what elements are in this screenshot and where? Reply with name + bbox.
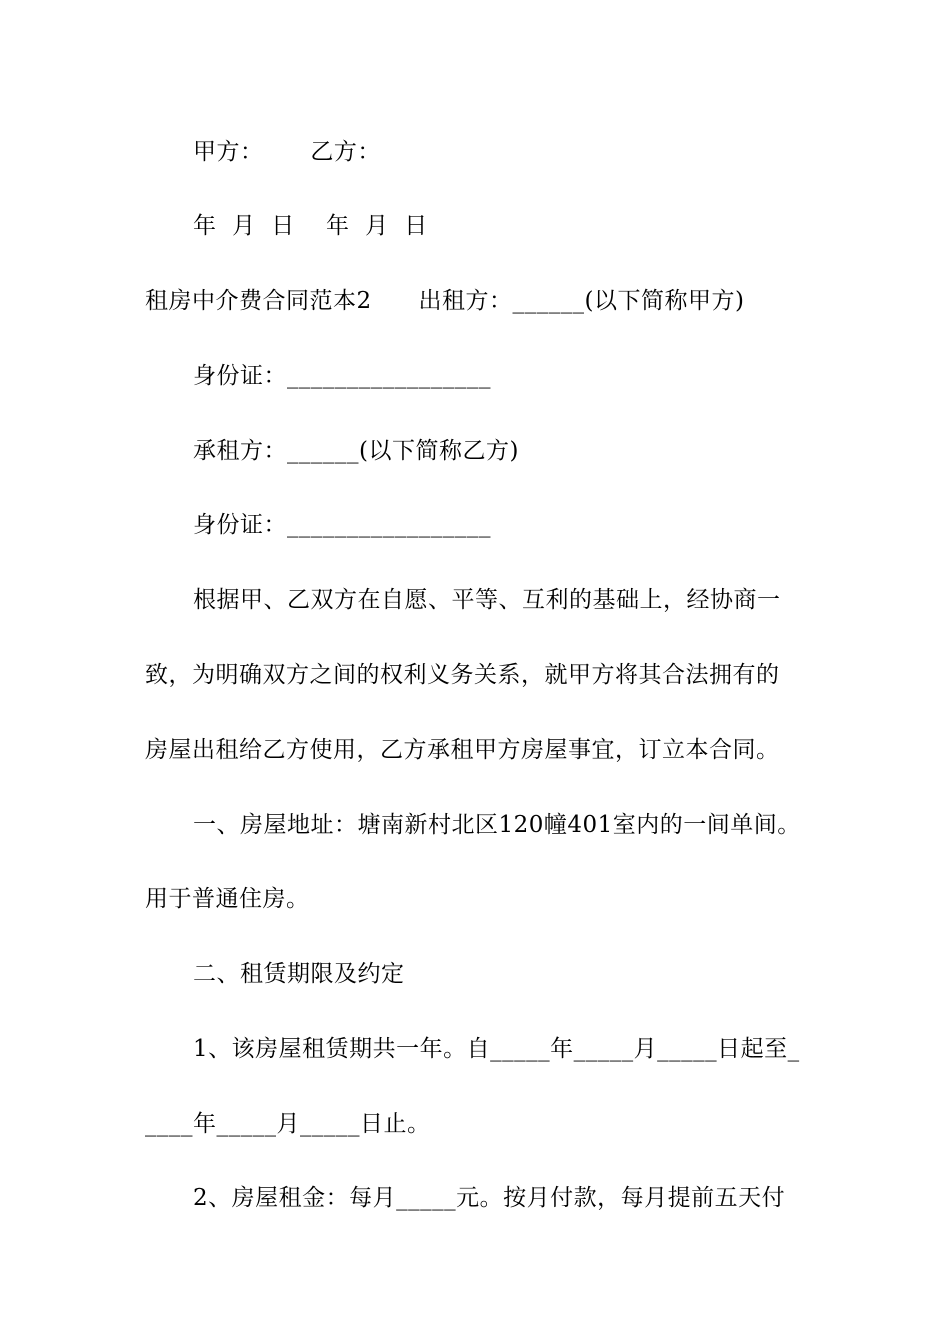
signature-date-line: 年 月 日 年 月 日 [193,213,428,239]
clause-2-term-line-2: ____年_____月_____日止。 [145,1111,431,1137]
preamble-line-2: 致，为明确双方之间的权利义务关系，就甲方将其合法拥有的 [145,662,780,688]
lessee-line: 承租方：______(以下简称乙方) [193,438,519,464]
preamble-line-1: 根据甲、乙双方在自愿、平等、互利的基础上，经协商一 [193,587,781,613]
signature-parties-line: 甲方： 乙方： [193,139,381,165]
contract-title-lessor-line: 租房中介费合同范本2 出租方：______(以下简称甲方) [145,288,745,314]
lessor-id-line: 身份证：_________________ [193,363,491,389]
clause-1-address-line: 一、房屋地址：塘南新村北区120幢401室内的一间单间。 [193,812,801,838]
lessee-id-line: 身份证：_________________ [193,512,491,538]
clause-1-usage-line: 用于普通住房。 [145,886,310,912]
clause-2-term-line-1: 1、该房屋租赁期共一年。自_____年_____月_____日起至_ [193,1036,800,1062]
preamble-line-3: 房屋出租给乙方使用，乙方承租甲方房屋事宜，订立本合同。 [145,737,780,763]
clause-2-rent-line: 2、房屋租金：每月_____元。按月付款，每月提前五天付 [193,1185,786,1211]
clause-2-heading: 二、租赁期限及约定 [193,961,405,987]
